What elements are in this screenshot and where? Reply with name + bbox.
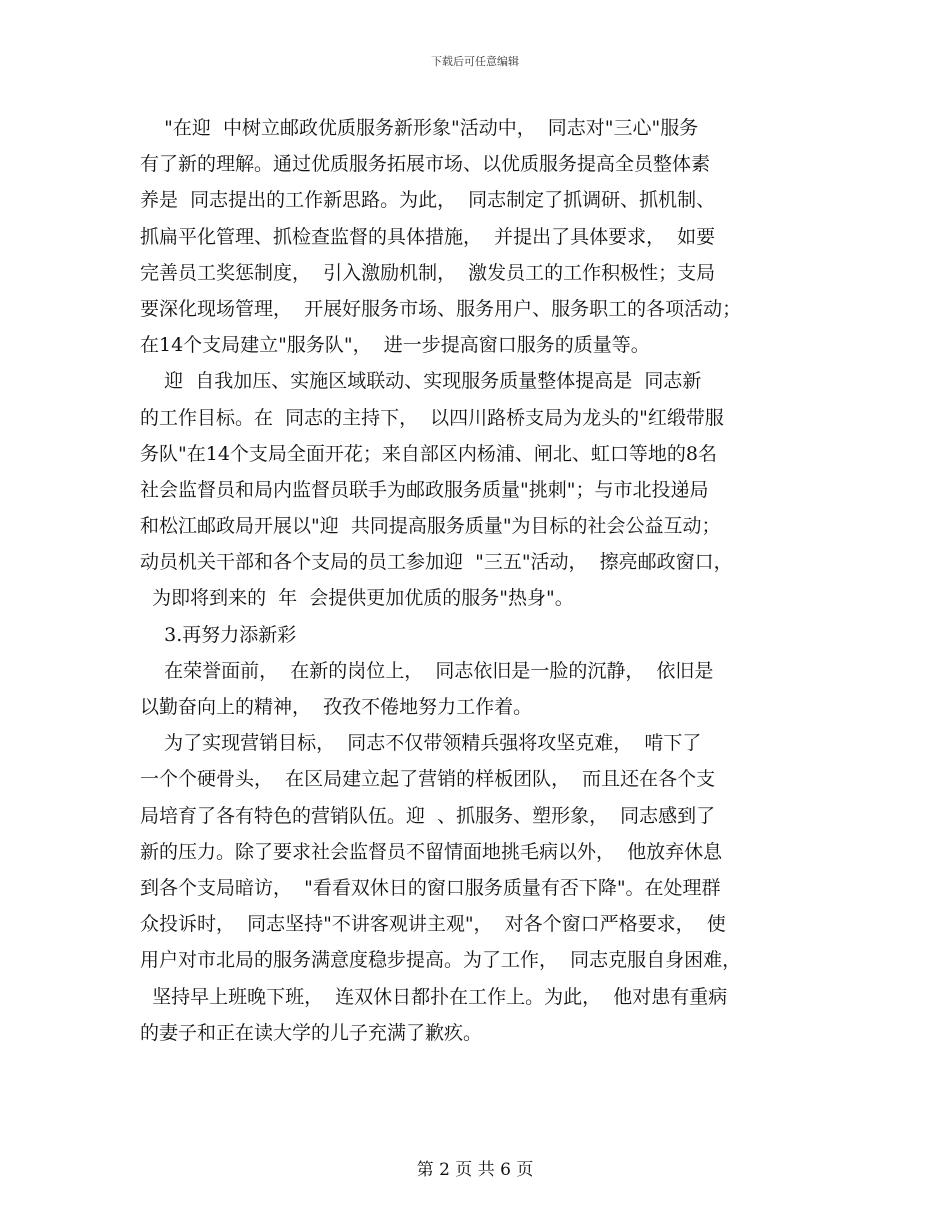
- text-line: 局培育了各有特色的营销队伍。迎 、抓服务、塑形象， 同志感到了: [140, 804, 716, 827]
- text-line: 到各个支局暗访， "看看双休日的窗口服务质量有否下降"。在处理群: [140, 876, 721, 899]
- document-body: [140, 110, 815, 1051]
- text-line: 有了新的理解。通过优质服务拓展市场、以优质服务提高全员整体素: [140, 153, 711, 176]
- page-header: 下载后可任意编辑: [431, 55, 519, 68]
- text-line: 和松江邮政局开展以"迎 共同提高服务质量"为目标的社会公益互动；: [140, 515, 721, 538]
- text-line: 务队"在14个支局全面开花；来自部区内杨浦、闸北、虹口等地的8名: [140, 442, 718, 465]
- text-line: 3.再努力添新彩: [140, 623, 297, 646]
- text-line: 众投诉时， 同志坚持"不讲客观讲主观"， 对各个窗口严格要求， 使: [140, 913, 726, 936]
- text-line: 抓扁平化管理、抓检查监督的具体措施， 并提出了具体要求， 如要: [140, 225, 716, 248]
- text-line: 在荣誉面前， 在新的岗位上， 同志依旧是一脸的沉静， 依旧是: [140, 659, 714, 682]
- text-line: 一个个硬骨头， 在区局建立起了营销的样板团队， 而且还在各个支: [140, 768, 716, 791]
- page-footer: 第 2 页 共 6 页: [416, 1160, 534, 1180]
- text-line: 用户对市北局的服务满意度稳步提高。为了工作， 同志克服自身困难，: [140, 949, 742, 972]
- text-line: 社会监督员和局内监督员联手为邮政服务质量"挑刺"；与市北投递局: [140, 478, 709, 501]
- text-line: 为了实现营销目标， 同志不仅带领精兵强将攻坚克难， 啃下了: [140, 732, 702, 755]
- text-line: 的妻子和正在读大学的儿子充满了歉疚。: [140, 1021, 483, 1044]
- text-line: 的工作目标。在 同志的主持下， 以四川路桥支局为龙头的"红缎带服: [140, 406, 724, 429]
- text-line: 动员机关干部和各个支局的员工参加迎 "三五"活动， 擦亮邮政窗口，: [140, 551, 733, 574]
- text-line: 为即将到来的 年 会提供更加优质的服务"热身"。: [140, 587, 574, 610]
- text-line: 迎 自我加压、实施区域联动、实现服务质量整体提高是 同志新: [140, 370, 702, 393]
- text-line: 新的压力。除了要求社会监督员不留情面地挑毛病以外， 他放弃休息: [140, 840, 723, 863]
- text-line: "在迎 中树立邮政优质服务新形象"活动中， 同志对"三心"服务: [140, 117, 699, 139]
- text-line: 在14个支局建立"服务队"， 进一步提高窗口服务的质量等。: [140, 334, 650, 357]
- text-line: 以勤奋向上的精神， 孜孜不倦地努力工作着。: [140, 696, 533, 718]
- text-line: 要深化现场管理， 开展好服务市场、服务用户、服务职工的各项活动；: [140, 297, 742, 320]
- text-line: 完善员工奖惩制度， 引入激励机制， 激发员工的工作积极性；支局: [140, 261, 716, 284]
- text-line: 养是 同志提出的工作新思路。为此， 同志制定了抓调研、抓机制、: [140, 189, 716, 212]
- text-line: 坚持早上班晚下班， 连双休日都扑在工作上。为此， 他对患有重病: [140, 985, 728, 1008]
